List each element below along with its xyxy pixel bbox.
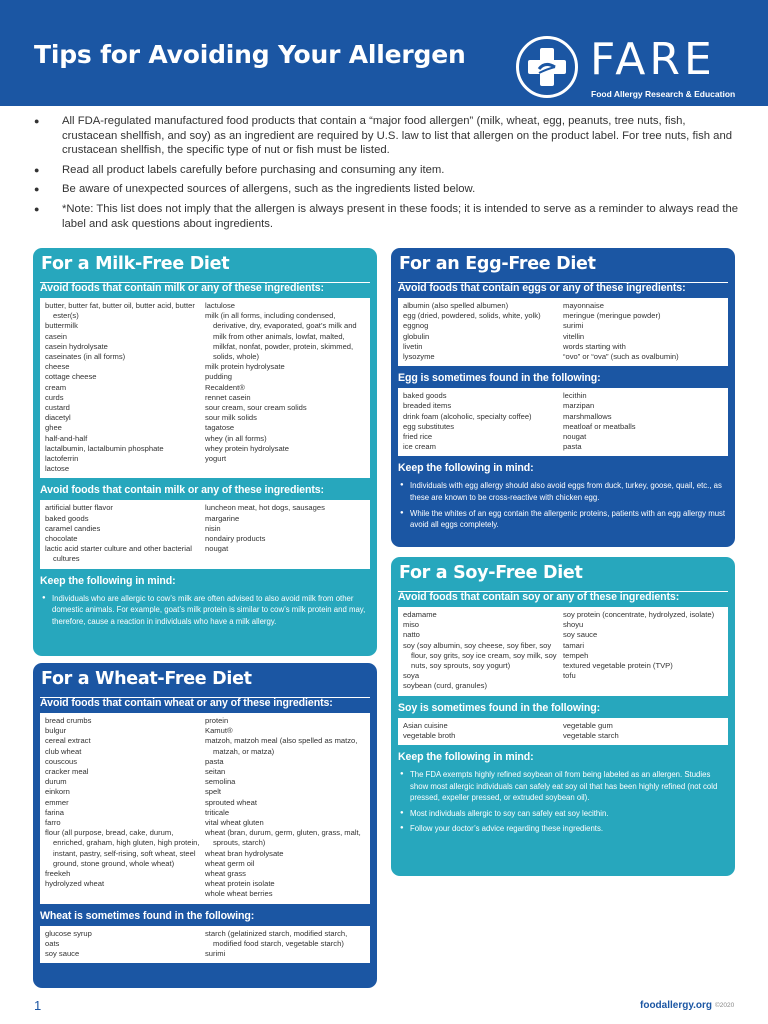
ingredient-item: livetin [403, 341, 423, 351]
ingredient-item: Asian cuisine [403, 720, 448, 730]
ingredient-item: vegetable gum [563, 720, 613, 730]
ingredient-item: wheat bran hydrolysate [205, 848, 284, 858]
ingredient-item: meringue (meringue powder) [563, 311, 661, 321]
section-subheading: Keep the following in mind: [40, 574, 176, 587]
section-subheading: Keep the following in mind: [398, 751, 534, 764]
ingredient-item: wheat germ oil [205, 858, 255, 868]
note-item: ● Individuals with egg allergy should also avoid eggs from duck, turkey, goose, quail, etc., as these are known to be cross-reactive with chicken egg. [400, 480, 726, 503]
ingredient-item: farina [45, 807, 64, 817]
ingredient-column [403, 610, 563, 692]
ingredient-item: caseinates (in all forms) [45, 352, 126, 362]
ingredient-item: sprouted wheat [205, 797, 257, 807]
ingredient-item: drink foam (alcoholic, specialty coffee) [403, 411, 532, 421]
ingredient-item: starch (gelatinized starch, modified starch, modified food starch, vegetable starch) [205, 928, 348, 948]
ingredient-item: club wheat [45, 746, 82, 756]
ingredient-item: vital wheat gluten [205, 818, 264, 828]
ingredient-item: margarine [205, 513, 240, 523]
section-title: For an Egg-Free Diet [399, 254, 596, 274]
ingredient-item: lactic acid starter culture and other bacterial cultures [45, 544, 192, 564]
soy-free-section [391, 557, 735, 876]
intro-list [34, 114, 739, 236]
ingredient-column [45, 929, 205, 960]
intro-item: ● All FDA-regulated manufactured food products that contain a “major food allergen” (milk, wheat, egg, peanuts, tree nuts, fish, crustacean shellfish, and soy) as an ingredient are required by U.S. law to list that allergen on the product label. For tree nuts, fish and crustacean shellfish, the specific type of nut or fish must be listed. [34, 114, 739, 158]
ingredient-item: cereal extract [45, 736, 91, 746]
ingredient-panel [398, 388, 728, 456]
ingredient-item: wheat (bran, durum, germ, gluten, grass, malt, sprouts, starch) [205, 828, 361, 848]
note-item: ● Most individuals allergic to soy can safely eat soy lecithin. [400, 808, 726, 820]
logo-tagline: Food Allergy Research & Education [591, 89, 736, 99]
intro-item: ● Be aware of unexpected sources of allergens, such as the ingredients listed below. [34, 182, 739, 197]
ingredient-column [205, 716, 365, 900]
ingredient-item: emmer [45, 797, 69, 807]
ingredient-item: lysozyme [403, 352, 435, 362]
ingredient-item: pudding [205, 372, 233, 382]
section-title: For a Soy-Free Diet [399, 563, 583, 583]
ingredient-item: vegetable starch [563, 730, 619, 740]
ingredient-item: oats [45, 938, 60, 948]
ingredient-item: farro [45, 818, 61, 828]
ingredient-item: miso [403, 620, 420, 630]
ingredient-item: cottage cheese [45, 372, 97, 382]
ingredient-item: tamari [563, 640, 585, 650]
ingredient-item: buttermilk [45, 321, 78, 331]
ingredient-item: rennet casein [205, 392, 251, 402]
ingredient-item: baked goods [45, 513, 89, 523]
ingredient-panel [398, 718, 728, 745]
notes-list [398, 767, 728, 835]
ingredient-column [403, 391, 563, 452]
ingredient-item: “ovo” or “ova” (such as ovalbumin) [563, 352, 679, 362]
ingredient-column [205, 929, 365, 960]
ingredient-item: seitan [205, 767, 226, 777]
ingredient-item: couscous [45, 756, 78, 766]
ingredient-panel [40, 713, 370, 904]
ingredient-item: breaded items [403, 401, 452, 411]
ingredient-item: surimi [563, 321, 584, 331]
ingredient-item: nougat [205, 544, 229, 554]
title-divider [398, 591, 728, 592]
ingredient-item: ice cream [403, 442, 436, 452]
ingredient-item: mayonnaise [563, 301, 604, 310]
wheat-free-section [33, 663, 377, 988]
ingredient-item: lactose [45, 464, 70, 474]
ingredient-item: luncheon meat, hot dogs, sausages [205, 503, 325, 513]
section-subheading: Avoid foods that contain wheat or any of these ingredients: [40, 697, 333, 709]
ingredient-item: words starting with [563, 341, 626, 351]
ingredient-item: custard [45, 403, 70, 413]
ingredient-item: natto [403, 630, 420, 640]
ingredient-item: chocolate [45, 534, 78, 544]
ingredient-item: cheese [45, 362, 70, 372]
note-item: ● Individuals who are allergic to cow’s milk are often advised to also avoid milk from other domestic animals. For example, goat’s milk protein is similar to cow’s milk protein and may, therefore, cause a reaction in individuals who have a milk allergy. [42, 593, 368, 628]
ingredient-item: casein [45, 331, 67, 341]
ingredient-item: surimi [205, 949, 226, 959]
ingredient-item: vegetable broth [403, 730, 456, 740]
ingredient-column [45, 503, 205, 564]
ingredient-item: ghee [45, 423, 62, 433]
ingredient-column [563, 721, 723, 741]
ingredient-panel [40, 298, 370, 478]
ingredient-column [45, 301, 205, 474]
ingredient-column [563, 391, 723, 452]
ingredient-item: edamame [403, 610, 437, 619]
page-title: Tips for Avoiding Your Allergen [34, 40, 466, 69]
ingredient-item: baked goods [403, 391, 447, 401]
ingredient-item: soy (soy albumin, soy cheese, soy fiber, soy flour, soy grits, soy ice cream, soy milk, soy nuts, soy sprouts, soy yogurt) [403, 640, 557, 671]
ingredient-item: whey protein hydrolysate [205, 443, 289, 453]
ingredient-item: wheat grass [205, 869, 246, 879]
ingredient-item: albumin (also spelled albumen) [403, 301, 509, 310]
ingredient-item: flour (all purpose, bread, cake, durum, enriched, graham, high gluten, high protein, instant, pastry, self-rising, soft wheat, steel ground, stone ground, whole wheat) [45, 828, 200, 868]
ingredient-item: marshmallows [563, 411, 612, 421]
ingredient-item: nougat [563, 432, 587, 442]
ingredient-item: lactoferrin [45, 454, 79, 464]
ingredient-item: milk protein hydrolysate [205, 362, 285, 372]
ingredient-column [563, 301, 723, 362]
ingredient-item: triticale [205, 807, 230, 817]
section-subheading: Soy is sometimes found in the following: [398, 701, 600, 714]
ingredient-item: lactalbumin, lactalbumin phosphate [45, 443, 164, 453]
ingredient-item: whole wheat berries [205, 889, 273, 899]
ingredient-item: semolina [205, 777, 236, 787]
website-link[interactable]: foodallergy.org [640, 1000, 713, 1011]
ingredient-column [403, 721, 563, 741]
intro-item: ● Read all product labels carefully before purchasing and consuming any item. [34, 163, 739, 178]
ingredient-item: fried rice [403, 432, 433, 442]
ingredient-item: soy sauce [45, 949, 80, 959]
ingredient-item: lecithin [563, 391, 587, 401]
logo-wordmark: FARE [590, 34, 716, 85]
ingredient-item: soybean (curd, granules) [403, 681, 487, 691]
section-title: For a Wheat-Free Diet [41, 669, 252, 689]
ingredient-item: glucose syrup [45, 928, 92, 938]
ingredient-item: sour cream, sour cream solids [205, 403, 307, 413]
section-subheading: Egg is sometimes found in the following: [398, 372, 601, 385]
ingredient-item: shoyu [563, 620, 584, 630]
ingredient-column [403, 301, 563, 362]
ingredient-item: soya [403, 671, 420, 681]
ingredient-item: cream [45, 382, 67, 392]
ingredient-item: textured vegetable protein (TVP) [563, 661, 673, 671]
ingredient-item: casein hydrolysate [45, 341, 108, 351]
ingredient-item: tagatose [205, 423, 235, 433]
copyright-year: ©2020 [715, 1002, 735, 1009]
milk-free-section [33, 248, 377, 656]
ingredient-item: yogurt [205, 454, 227, 464]
ingredient-item: nisin [205, 523, 221, 533]
section-subheading: Avoid foods that contain eggs or any of these ingredients: [398, 282, 686, 294]
ingredient-item: whey (in all forms) [205, 433, 267, 443]
note-item: ● The FDA exempts highly refined soybean oil from being labeled as an allergen. Studies show most allergic individuals can safely eat soy oil that has been highly refined (not cold pressed, expeller pressed, or extruded soybean oil). [400, 769, 726, 804]
ingredient-panel [398, 607, 728, 696]
section-subheading: Avoid foods that contain soy or any of these ingredients: [398, 591, 680, 603]
ingredient-item: pasta [563, 442, 582, 452]
section-subheading: Keep the following in mind: [398, 462, 534, 475]
ingredient-item: eggnog [403, 321, 429, 331]
intro-item: ● *Note: This list does not imply that the allergen is always present in these foods; it is intended to serve as a reminder to always read the label and ask questions about ingredients. [34, 202, 739, 231]
page-number: 1 [34, 998, 42, 1013]
ingredient-item: bread crumbs [45, 716, 92, 725]
ingredient-item: lactulose [205, 301, 235, 310]
ingredient-item: soy protein (concentrate, hydrolyzed, isolate) [563, 610, 715, 619]
ingredient-item: curds [45, 392, 64, 402]
notes-list [40, 591, 370, 628]
ingredient-item: bulgur [45, 726, 67, 736]
ingredient-item: tempeh [563, 650, 589, 660]
ingredient-item: caramel candies [45, 523, 101, 533]
ingredient-item: vitellin [563, 331, 585, 341]
section-subheading: Avoid foods that contain milk or any of these ingredients: [40, 484, 324, 497]
section-subheading: Wheat is sometimes found in the following: [40, 909, 255, 922]
ingredient-item: egg substitutes [403, 421, 455, 431]
ingredient-item: matzoh, matzoh meal (also spelled as matzo, matzah, or matza) [205, 736, 358, 756]
ingredient-item: nondairy products [205, 534, 266, 544]
ingredient-item: marzipan [563, 401, 595, 411]
ingredient-item: egg (dried, powdered, solids, white, yolk) [403, 311, 541, 321]
ingredient-item: durum [45, 777, 67, 787]
ingredient-item: soy sauce [563, 630, 598, 640]
ingredient-column [563, 610, 723, 692]
title-divider [398, 282, 728, 283]
ingredient-column [205, 503, 365, 564]
title-divider [40, 697, 370, 698]
ingredient-item: artificial butter flavor [45, 503, 113, 513]
ingredient-item: Kamut® [205, 726, 233, 736]
ingredient-panel [40, 500, 370, 568]
ingredient-item: cracker meal [45, 767, 89, 777]
ingredient-item: half-and-half [45, 433, 88, 443]
ingredient-panel [398, 298, 728, 366]
ingredient-item: diacetyl [45, 413, 71, 423]
notes-list [398, 478, 728, 530]
ingredient-item: protein [205, 716, 229, 725]
section-title: For a Milk-Free Diet [41, 254, 230, 274]
ingredient-panel [40, 926, 370, 964]
ingredient-item: butter, butter fat, butter oil, butter acid, butter ester(s) [45, 301, 195, 321]
note-item: ● While the whites of an egg contain the allergenic proteins, patients with an egg allergy must avoid all eggs completely. [400, 508, 726, 531]
fare-logo-icon [516, 36, 578, 98]
ingredient-item: freekeh [45, 869, 71, 879]
ingredient-item: pasta [205, 756, 224, 766]
ingredient-item: Recaldent® [205, 382, 245, 392]
ingredient-item: milk (in all forms, including condensed, derivative, dry, evaporated, goat’s milk and milk from other animals, lowfat, malted, milkfat, nonfat, powder, protein, skimmed, solids, whole) [205, 311, 357, 362]
ingredient-item: hydrolyzed wheat [45, 879, 105, 889]
ingredient-item: wheat protein isolate [205, 879, 275, 889]
header-banner [0, 0, 768, 106]
ingredient-column [45, 716, 205, 900]
ingredient-item: tofu [563, 671, 576, 681]
ingredient-column [205, 301, 365, 474]
ingredient-item: meatloaf or meatballs [563, 421, 636, 431]
ingredient-item: globulin [403, 331, 430, 341]
title-divider [40, 282, 370, 283]
ingredient-item: einkorn [45, 787, 70, 797]
ingredient-item: sour milk solids [205, 413, 257, 423]
section-subheading: Avoid foods that contain milk or any of these ingredients: [40, 282, 324, 294]
egg-free-section [391, 248, 735, 547]
note-item: ● Follow your doctor’s advice regarding these ingredients. [400, 823, 726, 835]
ingredient-item: spelt [205, 787, 222, 797]
